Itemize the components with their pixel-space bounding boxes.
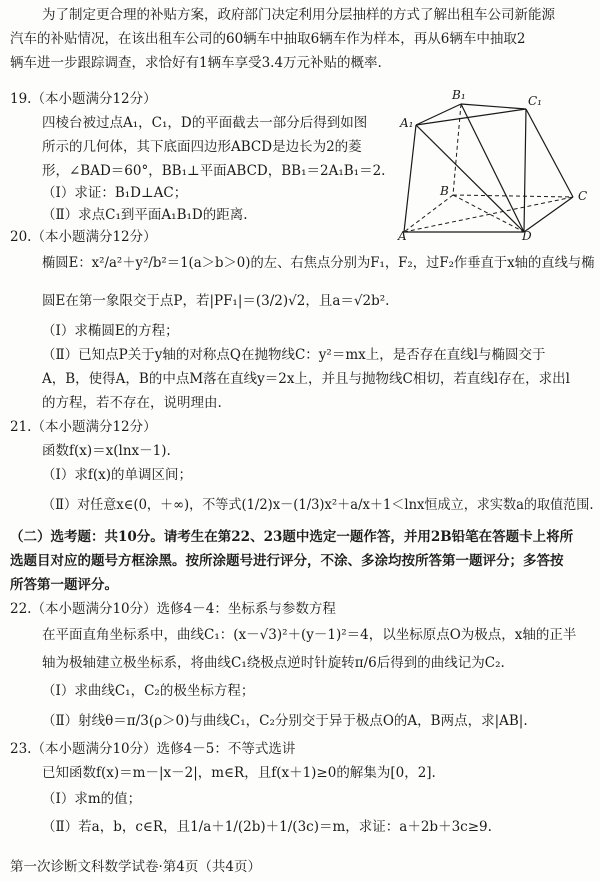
intro-line-1: 为了制定更合理的补贴方案，政府部门决定利用分层抽样的方式了解出租车公司新能源: [42, 7, 555, 23]
q20-header: 20.（本小题满分12分）: [10, 229, 157, 245]
page-footer: 第一次诊断文科数学试卷·第4页（共4页）: [10, 859, 261, 875]
q19-line-2: 所示的几何体，其下底面四边形ABCD是边长为2的菱: [42, 139, 362, 155]
q20-line-2: 圆E在第一象限交于点P，若|PF₁|＝(3/2)√2，且a＝√2b².: [42, 293, 390, 309]
intro-line-3: 辆车进一步跟踪调查，求恰好有1辆车享受3.4万元补贴的概率.: [10, 55, 382, 71]
vertex-label-b: B: [440, 184, 449, 198]
q19-line-1: 四棱台被过点A₁，C₁，D的平面截去一部分后得到如图: [42, 115, 368, 131]
vertex-label-c1: C₁: [528, 94, 542, 108]
q23-header: 23.（本小题满分10分）选修4－5：不等式选讲: [10, 741, 296, 757]
vertex-label-a: A: [398, 229, 407, 243]
q23-part-2: （Ⅱ）若a，b，c∈R，且1/a＋1/(2b)＋1/(3c)＝m，求证：a＋2b＋3c≥9.: [42, 819, 492, 835]
vertex-label-a1: A₁: [400, 116, 414, 130]
q20-part-2a: （Ⅱ）已知点P关于y轴的对称点Q在抛物线C：y²＝mx上，是否存在直线l与椭圆交于: [42, 347, 546, 363]
elective-line-3: 所答第一题评分。: [10, 577, 118, 593]
frustum-diagram: [398, 92, 596, 242]
q21-header: 21.（本小题满分12分）: [10, 419, 157, 435]
intro-line-2: 汽车的补贴情况，在该出租车公司的60辆车中抽取6辆车作为样本，再从6辆车中抽取2: [10, 31, 526, 47]
q19-part-1: （Ⅰ）求证：B₁D⊥AC；: [42, 185, 188, 201]
geometry-figure: [398, 88, 596, 243]
q22-part-2: （Ⅱ）射线θ＝π/3(ρ＞0)与曲线C₁，C₂分别交于异于极点O的A，B两点，求|AB|.: [42, 713, 528, 729]
elective-line-1: （二）选考题：共10分。请考生在第22、23题中选定一题作答，并用2B铅笔在答题卡上将所: [10, 529, 574, 545]
q22-part-1: （Ⅰ）求曲线C₁，C₂的极坐标方程；: [42, 683, 255, 699]
q23-part-1: （Ⅰ）求m的值；: [42, 791, 142, 807]
vertex-label-c: C: [578, 189, 588, 203]
vertex-label-d: D: [522, 229, 532, 243]
q21-part-2: （Ⅱ）对任意x∈(0，＋∞)，不等式(1/2)x－(1/3)x²＋a/x＋1＜lnx恒成立，求实数a的取值范围.: [42, 497, 594, 513]
q22-line-1: 在平面直角坐标系中，曲线C₁：(x－√3)²＋(y－1)²＝4，以坐标原点O为极点，x轴的正半: [42, 627, 577, 643]
q20-part-2b: A，B，使得A，B的中点M落在直线y＝2x上，并且与抛物线C相切，若直线l存在，求出l: [42, 371, 570, 387]
q19-line-3: 形，∠BAD＝60°，BB₁⊥平面ABCD，BB₁＝2A₁B₁＝2.: [42, 163, 386, 179]
q21-line-1: 函数f(x)＝x(lnx－1).: [42, 443, 171, 459]
q20-part-1: （Ⅰ）求椭圆E的方程；: [42, 323, 179, 339]
q19-header: 19.（本小题满分12分）: [10, 91, 157, 107]
elective-line-2: 选题目对应的题号方框涂黑。按所涂题号进行评分，不涂、多涂均按所答第一题评分；多答按: [10, 553, 564, 569]
q22-line-2: 轴为极轴建立极坐标系，将曲线C₁绕极点逆时针旋转π/6后得到的曲线记为C₂.: [42, 655, 505, 671]
q19-part-2: （Ⅱ）求点C₁到平面A₁B₁D的距离.: [42, 207, 248, 223]
vertex-label-b1: B₁: [452, 88, 466, 102]
q22-header: 22.（本小题满分10分）选修4－4：坐标系与参数方程: [10, 601, 336, 617]
q20-part-2c: 的方程，若不存在，说明理由.: [42, 395, 222, 411]
q20-line-1: 椭圆E：x²/a²＋y²/b²＝1(a＞b＞0)的左、右焦点分别为F₁，F₂，过F₂作垂直于x轴的直线与椭: [42, 255, 595, 271]
q21-part-1: （Ⅰ）求f(x)的单调区间；: [42, 467, 192, 483]
q23-line-1: 已知函数f(x)＝m－|x－2|，m∈R，且f(x＋1)≥0的解集为[0，2].: [42, 765, 436, 781]
